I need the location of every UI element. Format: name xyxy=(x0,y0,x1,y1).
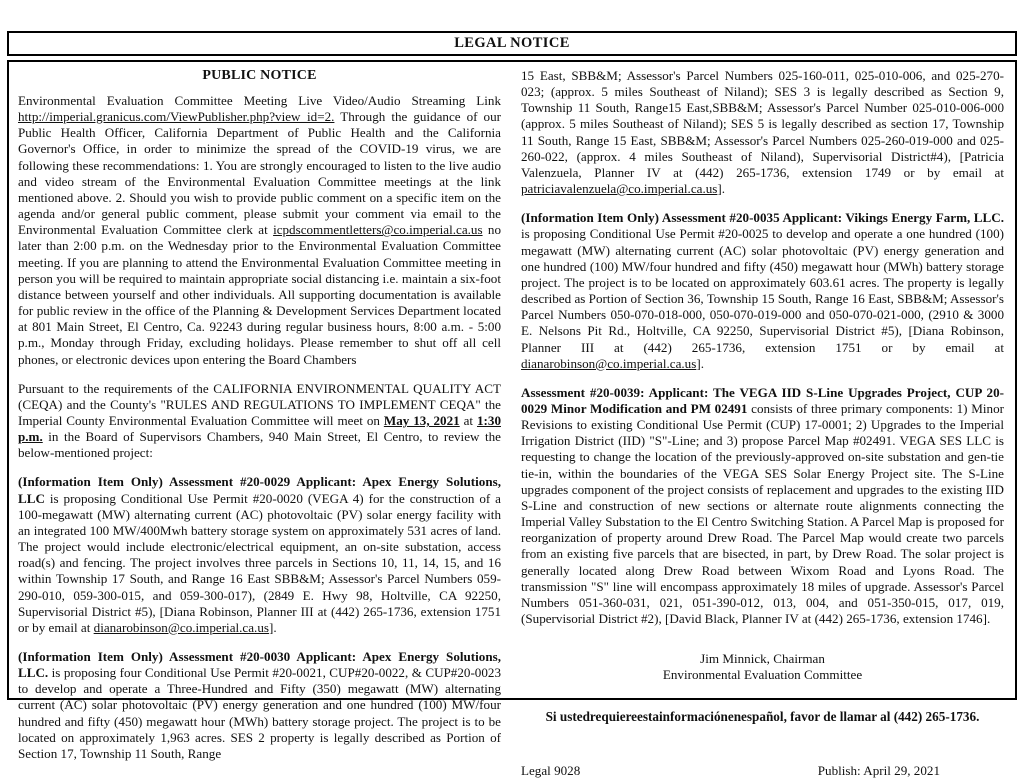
assessment-20-0029-tail: ]. xyxy=(268,619,277,635)
left-column xyxy=(18,68,501,761)
r-p1-lead-text: 15 East, SBB&M; Assessor's Parcel Numbers 025-160-011, 025-010-006, and 025-270-023; (approx. 5 miles Southeast of Niland); SES 3 is legally described as Section 9, Township 11 South, Range15 East,SBB&M; Assessor's Parcel Number 025-010-006-000 (approx. 5 miles Southeast of Niland); SES 5 is legally described as section 17, Township 11 South, Range 15 East, SBB&M; Assessor's Parcel Numbers 025-260-019-000 and 025-260-022, (approx. 4 miles Southeast of Niland), Supervisorial District#4), [Patricia Valenzuela, Planner IV at (442) 265-1736, extension 1749 or by email at xyxy=(521,68,1004,180)
legal-notice-banner xyxy=(7,31,1017,56)
legal-notice-title: LEGAL NOTICE xyxy=(454,35,570,51)
two-column-layout xyxy=(18,68,1006,779)
diana-robinson-email-link-left[interactable]: dianarobinson@co.imperial.ca.us xyxy=(93,619,269,635)
p2-lead-text: Pursuant to the requirements of the CALIFORNIA ENVIRONMENTAL QUALITY ACT (CEQA) and the County's "RULES AND REGULATIONS TO IMPLEMENT CEQA" the Imperial County Environmental Evaluation Committee will meet on xyxy=(18,380,501,428)
patricia-valenzuela-email-link[interactable]: patriciavalenzuela@co.imperial.ca.us xyxy=(521,181,718,197)
paragraph-assessment-20-0030 xyxy=(18,649,501,762)
assessment-20-0039-heading: Assessment #20-0039: Applicant: The VEGA IID S-Line Upgrades Project, CUP 20-0029 Minor Modification and PM 02491 xyxy=(521,384,1004,416)
diana-robinson-email-link-right[interactable]: dianarobinson@co.imperial.ca.us xyxy=(521,355,697,371)
spanish-language-notice: Si ustedrequiereestainformaciónenespañol, favor de llamar al (442) 265-1736. xyxy=(545,709,980,725)
assessment-20-0035-heading: (Information Item Only) Assessment #20-0035 Applicant: Vikings Energy Farm, LLC. xyxy=(521,210,1004,226)
meeting-date: May 13, 2021 xyxy=(383,412,460,428)
committee-name: Environmental Evaluation Committee xyxy=(662,667,863,683)
paragraph-assessment-20-0035 xyxy=(521,210,1004,372)
chairman-name: Jim Minnick, Chairman xyxy=(700,651,825,667)
notice-content-box xyxy=(7,60,1017,779)
p1-lead-text: Environmental Evaluation Committee Meeting Live Video/Audio Streaming Link xyxy=(18,93,501,108)
assessment-20-0039-body: consists of three primary components: 1) Minor Revisions to existing Conditional Use Permit (CUP) 17-0001; 2) Upgrades to the Imperial Irrigation District (IID) "S"-Line; and 3) propose Parcel Map #02491. VEGA SES LLC is requesting to change the location of the previously-approved on-site substation and gen-tie tie-in, within the boundaries of the VEGA SES Solar Energy Project site. The S-Line upgrades component of the project consists of replacement and upgrades to the existing IID S-Line and construction of new sections or alternate route alignments connecting the Imperial Valley Substation to the El Centro Switching Station. A Parcel Map is proposed for reorganization of property around Drew Road. The Parcel Map would create two parcels from an existing five parcels that are bisected, in part, by Drew Road. The solar project is generally located along Drew Road between Wixom Road and Lyons Road. The transmission "S" line will encompass approximately 18 miles of upgrade. Assessor's Parcel Numbers 051-360-031, 021, 051-390-012, 013, 004, and 051-350-015, 017, 019, (Supervisorial District #2), [David Black, Planner IV at (442) 265-1736, extension 1746]. xyxy=(521,400,1004,626)
footer-row xyxy=(521,763,1004,779)
paragraph-assessment-20-0039 xyxy=(521,385,1004,627)
comment-letters-email-link[interactable]: icpdscommentletters@co.imperial.ca.us xyxy=(273,222,483,238)
paragraph-parcel-continuation xyxy=(521,68,1004,197)
p2-mid-text: at xyxy=(459,412,477,428)
legal-number: Legal 9028 xyxy=(521,763,581,779)
assessment-20-0029-heading: (Information Item Only) Assessment #20-0029 Applicant: Apex Energy Solutions, LLC xyxy=(18,474,501,506)
signature-block xyxy=(521,651,1004,683)
assessment-20-0035-tail: ]. xyxy=(696,355,704,371)
p2-tail-text: in the Board of Supervisors Chambers, 940 Main Street, El Centro, to review the below-mentioned project: xyxy=(18,429,501,461)
paragraph-streaming-info xyxy=(18,93,501,368)
assessment-20-0030-heading: (Information Item Only) Assessment #20-0030 Applicant: Apex Energy Solutions, LLC. xyxy=(18,649,501,681)
assessment-20-0035-body: is proposing Conditional Use Permit #20-0025 to develop and operate a one hundred (100) megawatt (MW) alternating current (AC) solar photovoltaic (PV) energy generation and one hundred (100) MW/four hundred and fifty (450) megawatt hour (MWh) battery storage project. The project is to be located on approximately 603.61 acres. The property is legally described as Portion of Section 36, Township 15 South, Range 16 East, SBB&M; Assessor's Parcel Numbers 050-070-018-000, 050-070-019-000 and 050-070-021-000, (2910 & 3000 E. Nelsons Pit Rd., Holtville, CA 92250, Supervisorial District #5), [Diana Robinson, Planner III at (442) 265-1736, extension 1751 or by email at xyxy=(521,226,1004,355)
right-column xyxy=(521,68,1004,779)
r-p1-tail-text: ]. xyxy=(717,181,726,197)
paragraph-ceqa-meeting xyxy=(18,381,501,462)
assessment-20-0030-body: is proposing four Conditional Use Permit #20-0021, CUP#20-0022, & CUP#20-0023 to develop and operate a Three-Hundred and Fifty (350) megawatt (MW) alternating current (AC) solar photovoltaic (PV) energy generation and one hundred (100) MW/four hundred and fifty (450) megawatt hour (MWh) battery storage project. The project is to be located on approximately 1,963 acres. SES 2 property is legally described as Portion of Section 17, Township 11 South, Range xyxy=(18,665,501,761)
p1-mid-text: Through the guidance of our Public Health Officer, California Department of Public Health and the California Governor's Office, in order to minimize the spread of the COVID-19 virus, we are following these recommendations: 1. You are strongly encouraged to listen to the live audio and video stream of the Environmental Evaluation Committee meetings at the link mentioned above. 2. Should you wish to provide public comment on a specific item on the agenda and/or general public comment, please submit your comment via email to the Environmental Evaluation Committee clerk at xyxy=(18,109,501,238)
p1-tail-text: no later than 2:00 p.m. on the Wednesday prior to the Environmental Evaluation Committee meeting. If you are planning to attend the Environmental Evaluation Committee meeting in person you will be required to maintain appropriate social distancing i.e. maintain a six-foot distance between yourself and other individuals. All supporting documentation is available for public review in the office of the Planning & Development Services Department located at 801 Main Street, El Centro, Ca. 92243 during regular business hours, 8:00 a.m. - 5:00 p.m., Monday through Friday, excluding holidays. Please remember to shut off all cell phones, or electronic devices upon entering the Board Chambers xyxy=(18,222,501,367)
meeting-time: 1:30 p.m. xyxy=(18,412,501,445)
granicus-streaming-link[interactable]: http://imperial.granicus.com/ViewPublisher.php?view_id=2. xyxy=(18,109,335,125)
publish-date: Publish: April 29, 2021 xyxy=(817,763,940,779)
public-notice-heading: PUBLIC NOTICE xyxy=(202,68,317,83)
paragraph-assessment-20-0029 xyxy=(18,474,501,636)
assessment-20-0029-body: is proposing Conditional Use Permit #20-0020 (VEGA 4) for the construction of a 100-megawatt (MW) alternating current (AC) photovoltaic (PV) solar energy facility with an integrated 100 MW/400Mwh battery storage system on approximately 531 acres of land. The project would include electronic/electrical equipment, an on-site substation, access road(s) and fencing. The project involves three parcels in Sections 10, 11, 14, 15, and 16 within Township 17 South, and Range 16 East SBB&M; Assessor's Parcel Numbers 059-290-010, 059-300-015, and 059-300-017), (2849 E. Hwy 98, Holtville, CA 92250, Supervisorial District #5), [Diana Robinson, Planner III at (442) 265-1736, extension 1751 or by email at xyxy=(18,490,501,635)
